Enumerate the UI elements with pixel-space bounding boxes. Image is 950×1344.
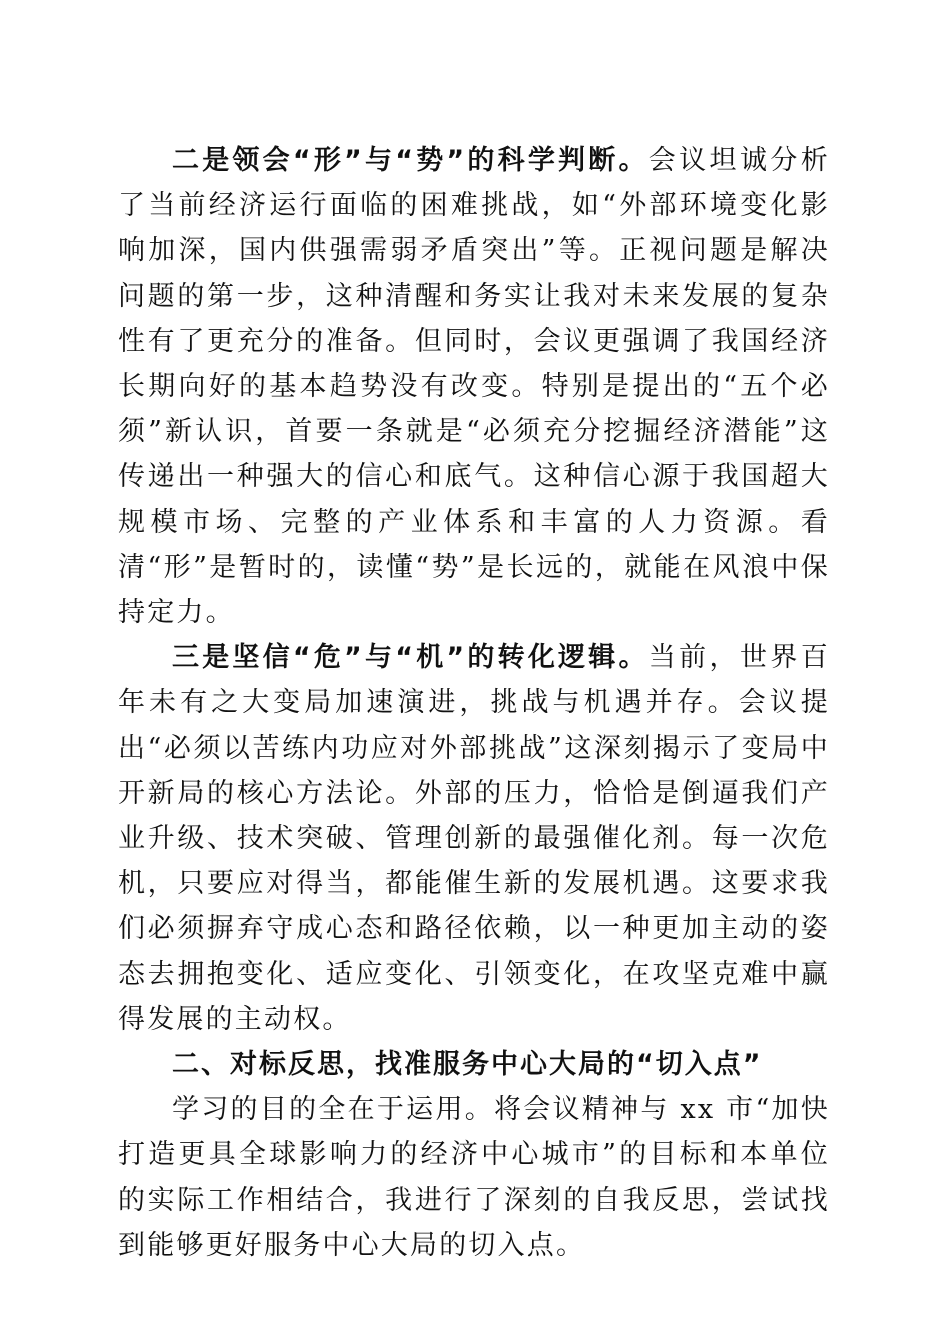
paragraph-form-and-trend (118, 138, 830, 635)
paragraph-lead: 三是坚信“危”与“机”的转化逻辑。 (172, 642, 649, 674)
paragraph-lead: 二是领会“形”与“势”的科学判断。 (172, 145, 649, 176)
section-heading: 二、对标反思，找准服务中心大局的“切入点” (172, 1049, 763, 1081)
paragraph-text: 当前，世界百年未有之大变局加速演进，挑战与机遇并存。会议提出“必须以苦练内功应对外部挑战”这深刻揭示了变局中开新局的核心方法论。外部的压力，恰恰是倒逼我们产业升级、技术突破、管理创新的最强催化剂。每一次危机，只要应对得当，都能催生新的发展机遇。这要求我们必须摒弃守成心态和路径依赖，以一种更加主动的姿态去拥抱变化、适应变化、引领变化，在攻坚克难中赢得发展的主动权。 (118, 642, 830, 1035)
paragraph-text: 会议坦诚分析了当前经济运行面临的困难挑战，如“外部环境变化影响加深，国内供强需弱矛盾突出”等。正视问题是解决问题的第一步，这种清醒和务实让我对未来发展的复杂性有了更充分的准备。但同时，会议更强调了我国经济长期向好的基本趋势没有改变。特别是提出的“五个必须”新认识，首要一条就是“必须充分挖掘经济潜能”这传递出一种强大的信心和底气。这种信心源于我国超大规模市场、完整的产业体系和丰富的人力资源。看清“形”是暂时的，读懂“势”是长远的，就能在风浪中保持定力。 (118, 145, 830, 629)
document-body (118, 138, 830, 1268)
paragraph-closing: 学习的目的全在于运用。将会议精神与 xx 市“加快打造更具全球影响力的经济中心城市”的目标和本单位的实际工作相结合，我进行了深刻的自我反思，尝试找到能够更好服务中心大局的切入点。 (118, 1094, 830, 1261)
paragraph-crisis-and-opportunity (118, 635, 830, 1042)
